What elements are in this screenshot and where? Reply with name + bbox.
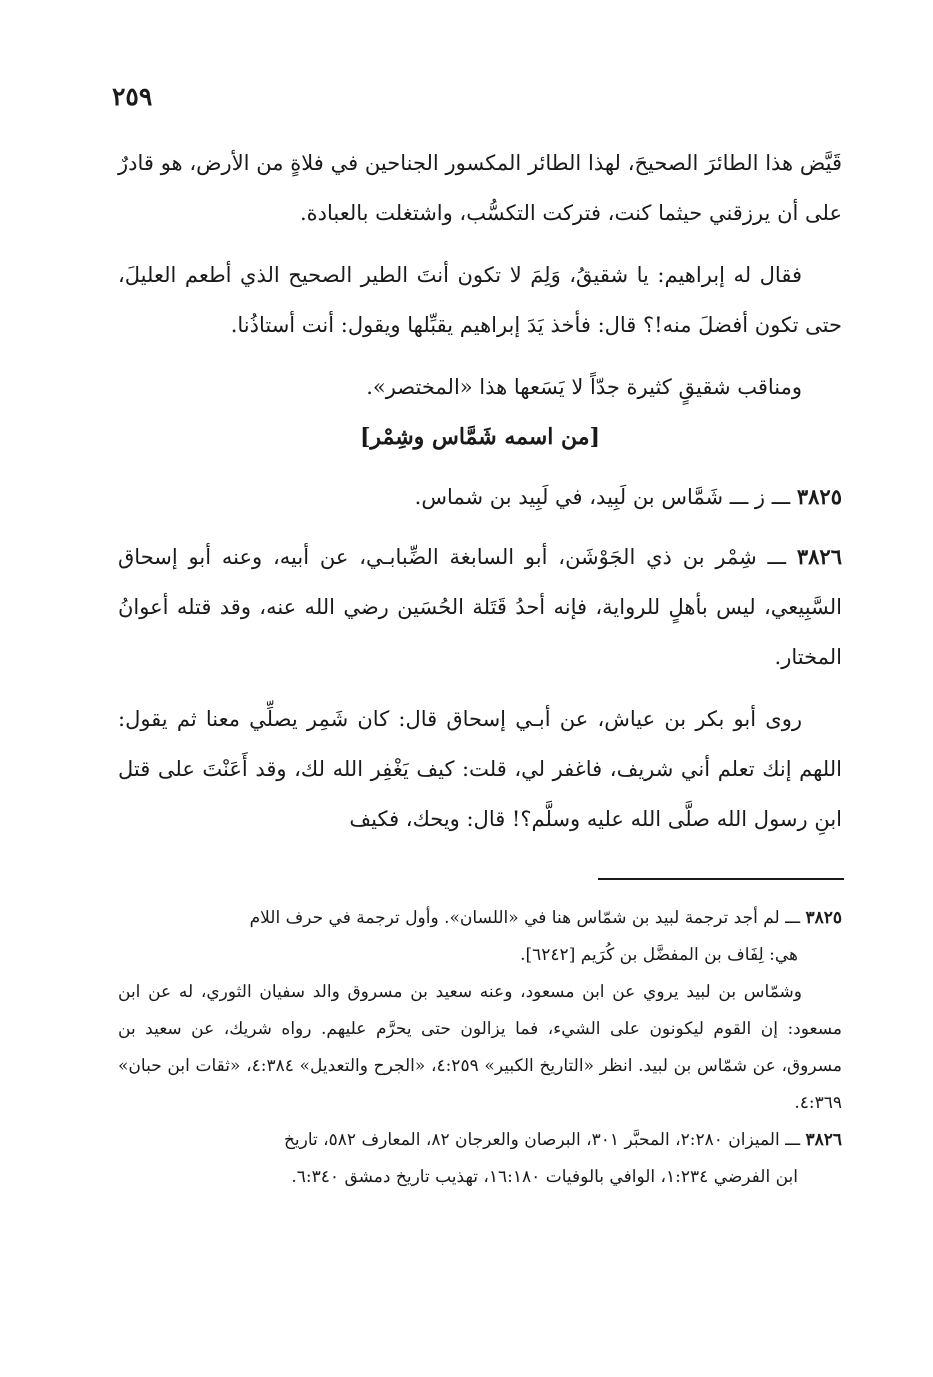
- footnote-3825-paragraph: وشمّاس بن لبيد يروي عن ابن مسعود، وعنه سعيد بن مسروق والد سفيان الثوري، له عن ابن مسعود: إن القوم ليكونون على الشيء، فما يزالون حتى يحرَّم عليهم. رواه شريك، عن سعيد بن مسروق، عن شمّاس بن لبيد. انظر «التاريخ الكبير» ٤:٢٥٩، «الجرح والتعديل» ٤:٣٨٤، «ثقات ابن حبان» ٤:٣٦٩.: [118, 982, 843, 1113]
- entry-3825: [118, 472, 842, 522]
- footnote-number: ٣٨٢٥: [805, 908, 842, 928]
- footnote-line-1: ـــ لم أجد ترجمة لبيد بن شمّاس هنا في «اللسان». وأول ترجمة في حرف اللام: [249, 908, 801, 928]
- entry-3826: [118, 532, 842, 682]
- entry-text: ـــ ز ـــ شَمَّاس بن لَبِيد، في لَبِيد بن شماس.: [414, 485, 791, 509]
- entry-text: ـــ شِمْر بن ذي الجَوْشَن، أبو السابغة الضِّبابـي، عن أبيه، وعنه أبو إسحاق السَّبِيعي، ليس بأهلٍ للرواية، فإنه أحدُ قَتَلة الحُسَين رضي الله عنه، وقد قتله أعوانُ المختار.: [118, 545, 842, 669]
- footnote-3825-continuation: هي: لِفَاف بن المفضَّل بن كُرَيم [٦٢٤٢].: [520, 945, 798, 965]
- footnote-line-1: ـــ الميزان ٢:٢٨٠، المحبَّر ٣٠١، البرصان والعرجان ٨٢، المعارف ٥٨٢، تاريخ: [283, 1130, 801, 1150]
- footnotes: [118, 900, 842, 1196]
- paragraph-3: ومناقب شقيقٍ كثيرة جدّاً لا يَسَعها هذا «المختصر».: [366, 375, 802, 399]
- entry-number: ٣٨٢٦: [796, 544, 842, 569]
- paragraph-2: فقال له إبراهيم: يا شقيقُ، وَلِمَ لا تكون أنتَ الطير الصحيح الذي أطعم العليلَ، حتى تكون أفضلَ منه!؟ قال: فأخذ يَدَ إبراهيم يقبِّلها ويقول: أنت أستاذُنا.: [118, 263, 842, 337]
- footnote-3825: [118, 900, 842, 937]
- footnote-3826: [118, 1122, 842, 1159]
- footnote-separator: [598, 878, 844, 880]
- paragraph-1: قَيَّض هذا الطائرَ الصحيحَ، لهذا الطائر المكسور الجناحين في فلاةٍ من الأرض، هو قادرٌ على أن يرزقني حيثما كنت، فتركت التكسُّب، واشتغلت بالعبادة.: [118, 151, 842, 225]
- page-number: ٢٥٩: [112, 82, 153, 111]
- main-text: [118, 138, 842, 844]
- paragraph-4: روى أبو بكر بن عياش، عن أبـي إسحاق قال: كان شَمِر يصلِّي معنا ثم يقول: اللهم إنك تعلم أني شريف، فاغفر لي، قلت: كيف يَغْفِر الله لك، وقد أَعَنْتَ على قتل ابنِ رسول الله صلَّى الله عليه وسلَّم؟! قال: ويحك، فكيف: [118, 707, 842, 831]
- entry-number: ٣٨٢٥: [796, 484, 842, 509]
- section-heading: [من اسمه شَمَّاس وشِمْر]: [359, 424, 600, 450]
- footnote-3826-continuation: ابن الفرضي ١:٢٣٤، الوافي بالوفيات ١٦:١٨٠، تهذيب تاريخ دمشق ٦:٣٤٠.: [291, 1167, 798, 1187]
- footnote-number: ٣٨٢٦: [805, 1130, 842, 1150]
